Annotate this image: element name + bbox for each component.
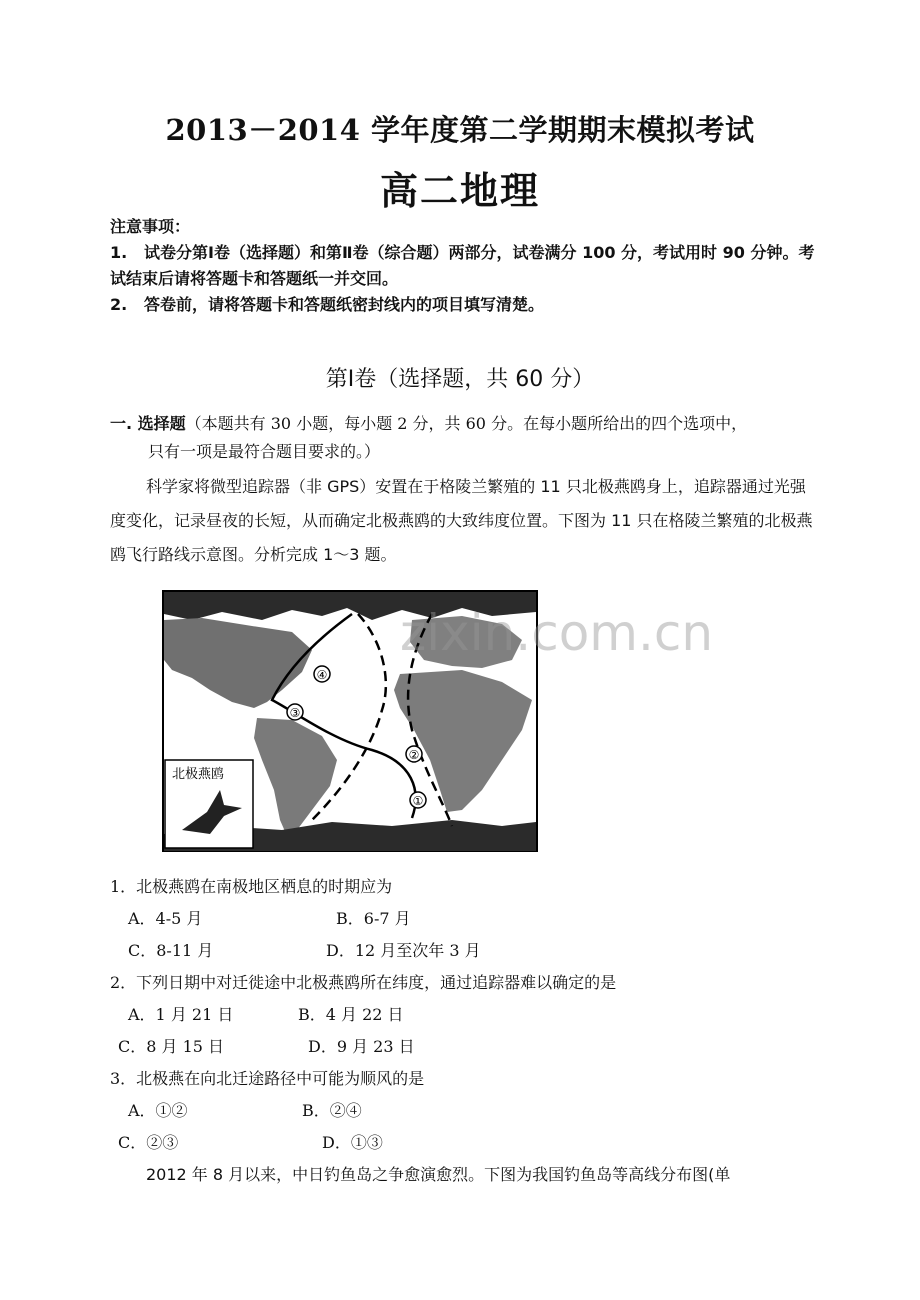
question-3-option-d: D．①③: [322, 1133, 383, 1152]
notice-item-2: [110, 292, 820, 318]
question-1-stem: 1．北极燕鸥在南极地区栖息的时期应为: [110, 877, 393, 896]
passage-arctic-tern: 科学家将微型追踪器（非 GPS）安置在于格陵兰繁殖的 11 只北极燕鸥身上，追踪器通过光强度变化，记录昼夜的长短，从而确定北极燕鸥的大致纬度位置。下图为 11 只在格陵兰繁殖的北极燕鸥飞行路线示意图。分析完成 1～3 题。: [110, 477, 813, 564]
subject-title: 高二地理: [379, 168, 540, 213]
part-lead: 一. 选择题: [110, 414, 186, 433]
section-title: 第Ⅰ卷（选择题，共 60 分）: [325, 367, 595, 392]
part-instruction: [110, 410, 820, 466]
question-1-option-d: D．12 月至次年 3 月: [326, 941, 481, 960]
question-1-option-b: B．6-7 月: [336, 909, 411, 928]
notice-item-number: 1.: [110, 243, 128, 262]
question-2-option-b: B．4 月 22 日: [298, 1005, 404, 1024]
route-label-4: ④: [316, 668, 328, 682]
part-instruction-text-2: 只有一项是最符合题目要求的。）: [148, 442, 381, 461]
route-label-3: ③: [289, 706, 301, 720]
question-2-stem: 2．下列日期中对迁徙途中北极燕鸥所在纬度，通过追踪器难以确定的是: [110, 973, 617, 992]
notice-item-number: 2.: [110, 295, 128, 314]
notice-item-1: [110, 240, 820, 292]
notice-heading: 注意事项：: [110, 217, 191, 236]
legend-label: 北极燕鸥: [172, 767, 225, 782]
question-3-stem: 3．北极燕在向北迁途路径中可能为顺风的是: [110, 1069, 425, 1088]
watermark-text: zixin.com.cn: [400, 604, 714, 662]
question-1-option-c: C．8-11 月: [128, 941, 214, 960]
notice-item-text: 试卷分第Ⅰ卷（选择题）和第Ⅱ卷（综合题）两部分，试卷满分 100 分，考试用时 90 分钟。考试结束后请将答题卡和答题纸一并交回。: [110, 243, 815, 288]
question-3-option-c: C．②③: [118, 1133, 179, 1152]
route-label-1: ①: [412, 794, 424, 808]
question-2-option-c: C．8 月 15 日: [118, 1037, 225, 1056]
part-instruction-text: （本题共有 30 小题，每小题 2 分，共 60 分。在每小题所给出的四个选项中，: [185, 414, 748, 433]
question-3-option-b: B．②④: [302, 1101, 362, 1120]
question-3-option-a: A．①②: [128, 1101, 188, 1120]
question-2-option-a: A．1 月 21 日: [128, 1005, 234, 1024]
notice-item-text: 答卷前，请将答题卡和答题纸密封线内的项目填写清楚。: [144, 295, 545, 314]
passage-diaoyu-island: 2012 年 8 月以来，中日钓鱼岛之争愈演愈烈。下图为我国钓鱼岛等高线分布图(单: [146, 1165, 731, 1184]
route-label-2: ②: [408, 748, 420, 762]
question-1-option-a: A．4-5 月: [128, 909, 203, 928]
exam-title: 2013－2014 学年度第二学期期末模拟考试: [165, 113, 755, 147]
question-2-option-d: D．9 月 23 日: [308, 1037, 415, 1056]
